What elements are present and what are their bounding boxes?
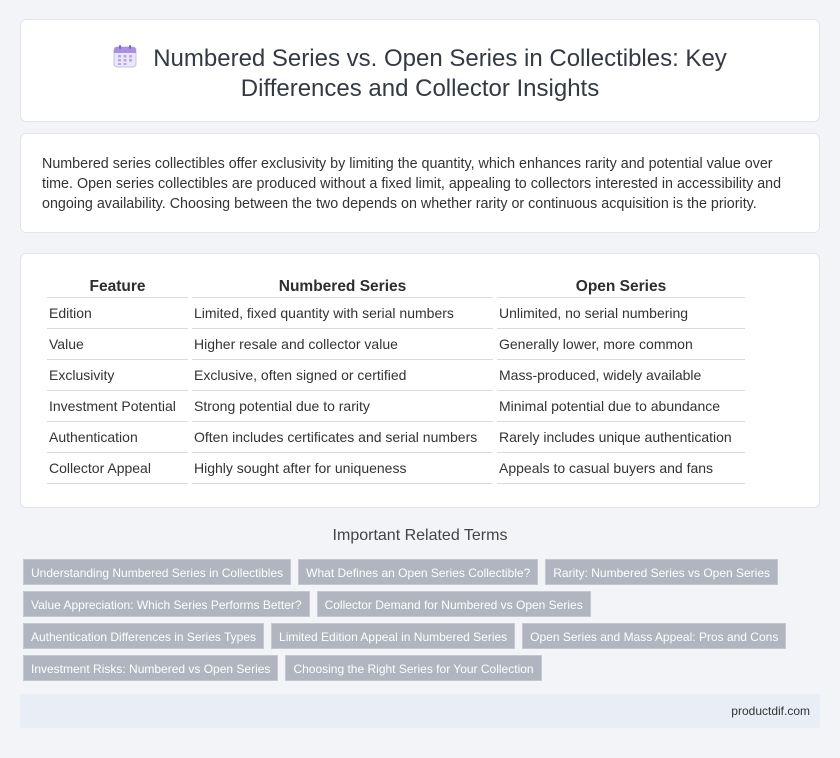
table-cell: Strong potential due to rarity [192,391,493,422]
intro-paragraph: Numbered series collectibles offer exclusivity by limiting the quantity, which enhances rarity and potential value over time. Open series collectibles are produced without a fixed limit, appealing to collectors interested in accessibility and ongoing availability. Choosing between the two depends on whether rarity or continuous acquisition is the priority. [42,156,782,212]
table-cell: Exclusivity [47,360,188,391]
related-tag[interactable]: Limited Edition Appeal in Numbered Series [271,623,515,649]
table-cell: Rarely includes unique authentication [497,422,745,453]
table-cell: Appeals to casual buyers and fans [497,453,745,484]
table-row [47,329,745,360]
footer-site-link[interactable]: productdif.com [731,704,810,718]
table-cell: Limited, fixed quantity with serial numbers [192,298,493,329]
table-row [47,360,745,391]
related-tags-row [23,623,786,649]
footer [20,694,820,728]
table-cell: Value [47,329,188,360]
page-title [51,44,789,104]
table-cell: Higher resale and collector value [192,329,493,360]
table-row [47,453,745,484]
related-terms-heading: Important Related Terms [332,527,508,544]
table-cell: Minimal potential due to abundance [497,391,745,422]
related-tag[interactable]: Investment Risks: Numbered vs Open Series [23,655,278,681]
related-tag[interactable]: Value Appreciation: Which Series Performs Better? [23,591,310,617]
table-row [47,298,745,329]
related-tag[interactable]: Choosing the Right Series for Your Collection [285,655,541,681]
table-cell: Generally lower, more common [497,329,745,360]
related-tag[interactable]: Understanding Numbered Series in Collectibles [23,559,291,585]
table-row [47,391,745,422]
title-card [20,19,820,122]
header-open-series: Open Series [497,277,745,298]
header-feature: Feature [47,277,188,298]
related-tag[interactable]: Collector Demand for Numbered vs Open Series [317,591,591,617]
table-cell: Edition [47,298,188,329]
table-cell: Highly sought after for uniqueness [192,453,493,484]
table-cell: Often includes certificates and serial numbers [192,422,493,453]
related-tags-row [23,655,542,681]
related-tag[interactable]: Authentication Differences in Series Types [23,623,264,649]
table-header-row [47,277,745,298]
table-cell: Mass-produced, widely available [497,360,745,391]
table-cell: Authentication [47,422,188,453]
related-tags-row [23,559,778,585]
table-row [47,422,745,453]
intro-card [20,133,820,233]
comparison-table [43,277,749,484]
calendar-icon [113,44,137,68]
table-cell: Investment Potential [47,391,188,422]
page-title-text: Numbered Series vs. Open Series in Collectibles: Key Differences and Collector Insights [153,45,727,102]
table-cell: Unlimited, no serial numbering [497,298,745,329]
related-tags-row [23,591,591,617]
related-tag[interactable]: What Defines an Open Series Collectible? [298,559,538,585]
table-cell: Collector Appeal [47,453,188,484]
related-tag[interactable]: Open Series and Mass Appeal: Pros and Cons [522,623,786,649]
comparison-card [20,253,820,508]
header-numbered-series: Numbered Series [192,277,493,298]
related-tag[interactable]: Rarity: Numbered Series vs Open Series [545,559,778,585]
table-cell: Exclusive, often signed or certified [192,360,493,391]
